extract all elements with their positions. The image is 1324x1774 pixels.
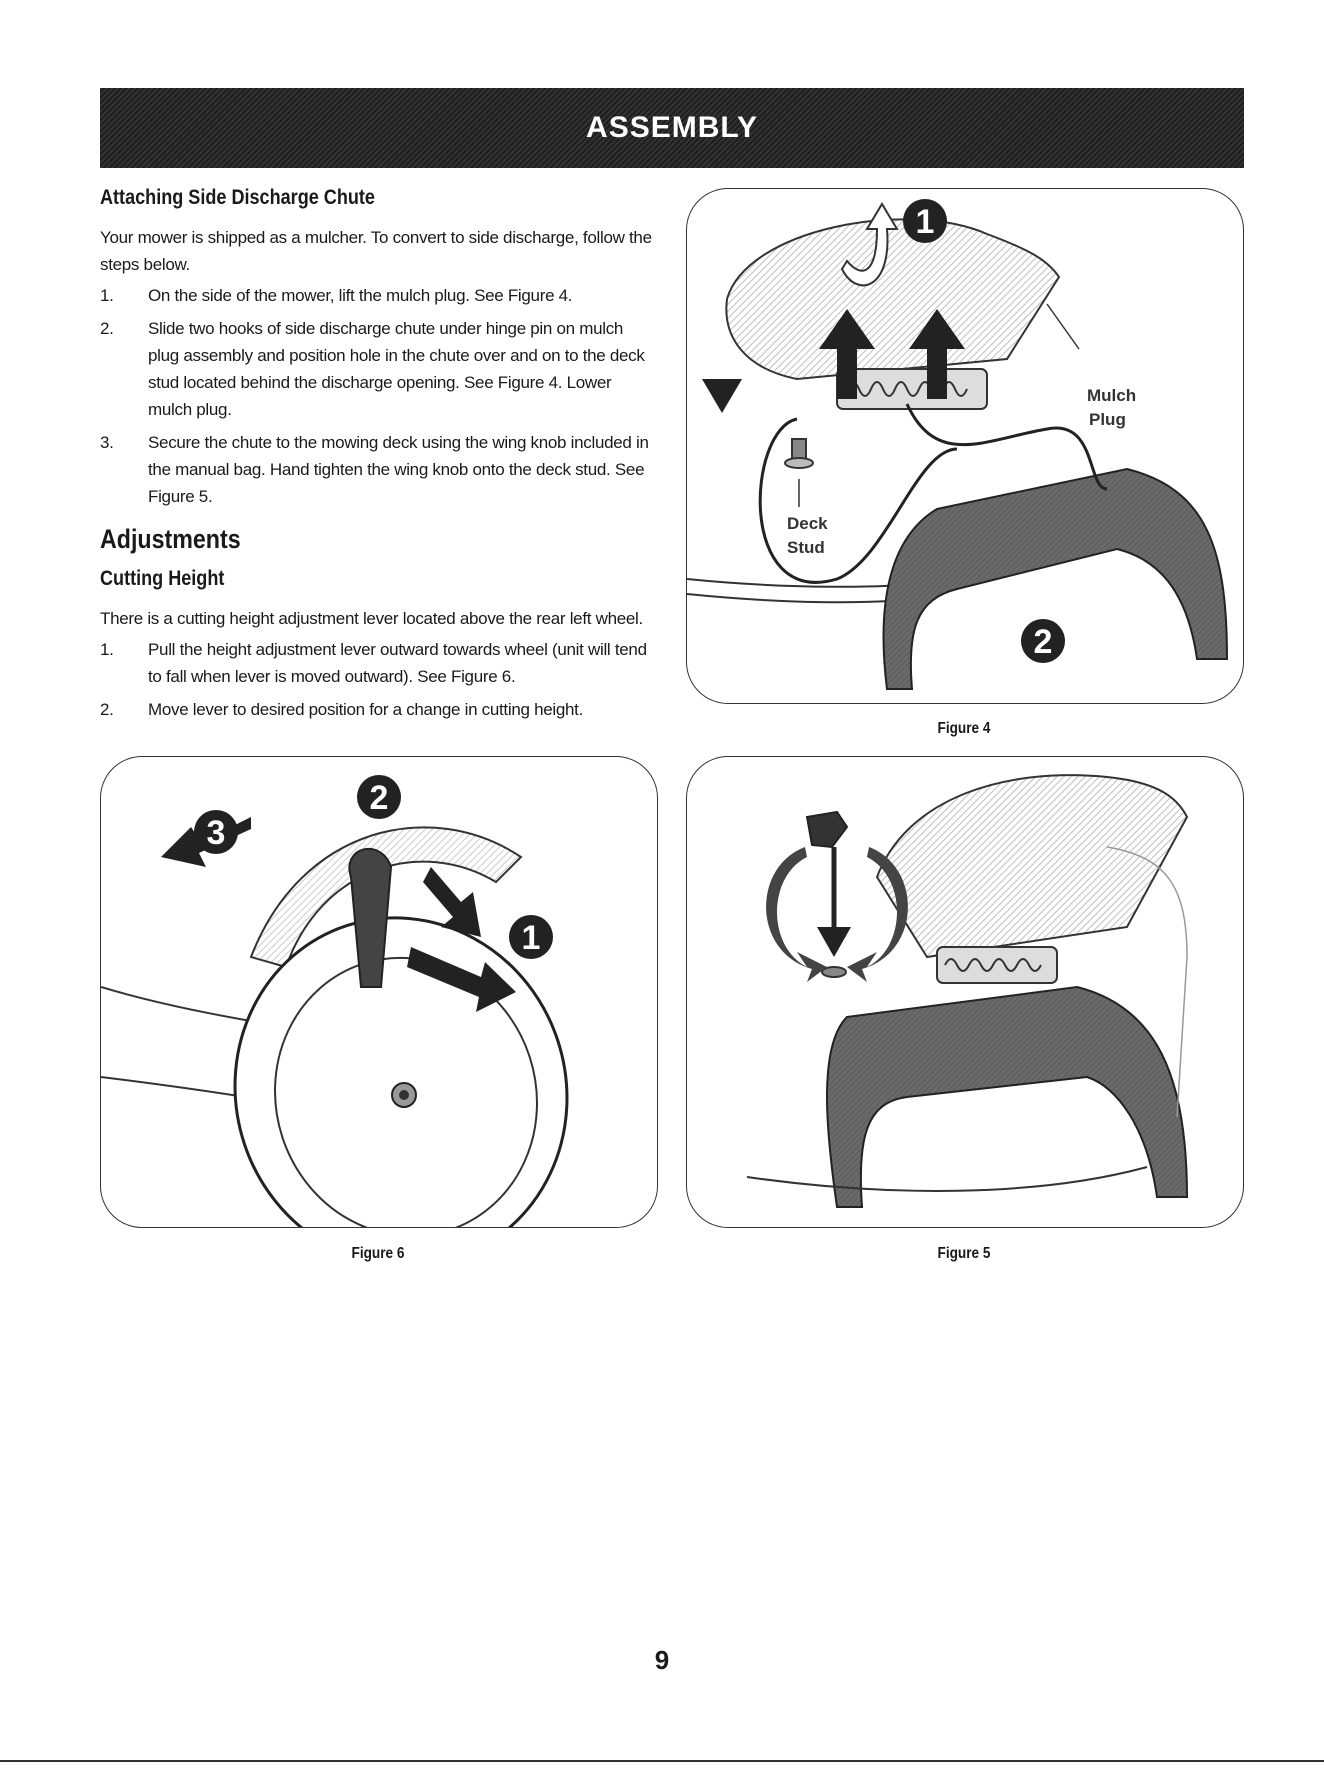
section-banner [100,88,1244,168]
callout-2-label: 2 [1033,623,1053,661]
bottom-rule [0,1760,1324,1762]
side-discharge-step [100,315,656,423]
instructions-column [100,186,656,729]
page-number: 9 [654,1645,670,1675]
callout-1-label: 1 [521,919,541,957]
figure-4-illustration [686,188,1244,704]
figure-6-illustration [100,756,658,1228]
callout-1-label: 1 [915,203,935,241]
mulch-label: Mulch [1087,386,1137,405]
mulch-plug-drawing [687,189,1243,703]
figure-5-caption: Figure 5 [937,1245,991,1262]
step-number: 1. [100,286,114,305]
banner-title: ASSEMBLY [586,111,758,144]
step-text: Secure the chute to the mowing deck using the wing knob included in the manual bag. Hand tighten the wing knob onto the deck stud. See Figure 5. [148,433,649,506]
side-discharge-heading: Attaching Side Discharge Chute [100,186,375,209]
plug-label: Plug [1089,410,1126,429]
side-discharge-step [100,282,656,309]
callout-2-label: 2 [369,779,389,817]
step-text: Pull the height adjustment lever outward towards wheel (unit will tend to fall when lever is moved outward). See Figure 6. [148,640,647,686]
cutting-height-step [100,696,656,723]
figure-4-caption: Figure 4 [937,720,991,737]
cutting-height-intro: There is a cutting height adjustment lever located above the rear left wheel. [100,609,643,628]
step-number: 3. [100,433,114,452]
step-text: Move lever to desired position for a change in cutting height. [148,700,584,719]
step-text: On the side of the mower, lift the mulch plug. See Figure 4. [148,286,573,305]
step-number: 2. [100,700,114,719]
stud-label: Stud [787,538,825,557]
side-discharge-step [100,429,656,510]
wing-knob-drawing [687,757,1243,1227]
step-number: 2. [100,319,114,338]
adjustments-heading: Adjustments [100,524,241,554]
figure-5-illustration [686,756,1244,1228]
deck-label: Deck [787,514,828,533]
side-discharge-intro: Your mower is shipped as a mulcher. To convert to side discharge, follow the steps below. [100,228,652,274]
step-text: Slide two hooks of side discharge chute under hinge pin on mulch plug assembly and position hole in the chute over and on to the deck stud located behind the discharge opening. See Figure 4. Lower mulch plug. [148,319,645,419]
callout-3-label: 3 [206,814,226,852]
step-number: 1. [100,640,114,659]
cutting-height-step [100,636,656,690]
cutting-height-heading: Cutting Height [100,567,225,590]
figure-6-caption: Figure 6 [351,1245,405,1262]
height-lever-drawing [101,757,657,1227]
